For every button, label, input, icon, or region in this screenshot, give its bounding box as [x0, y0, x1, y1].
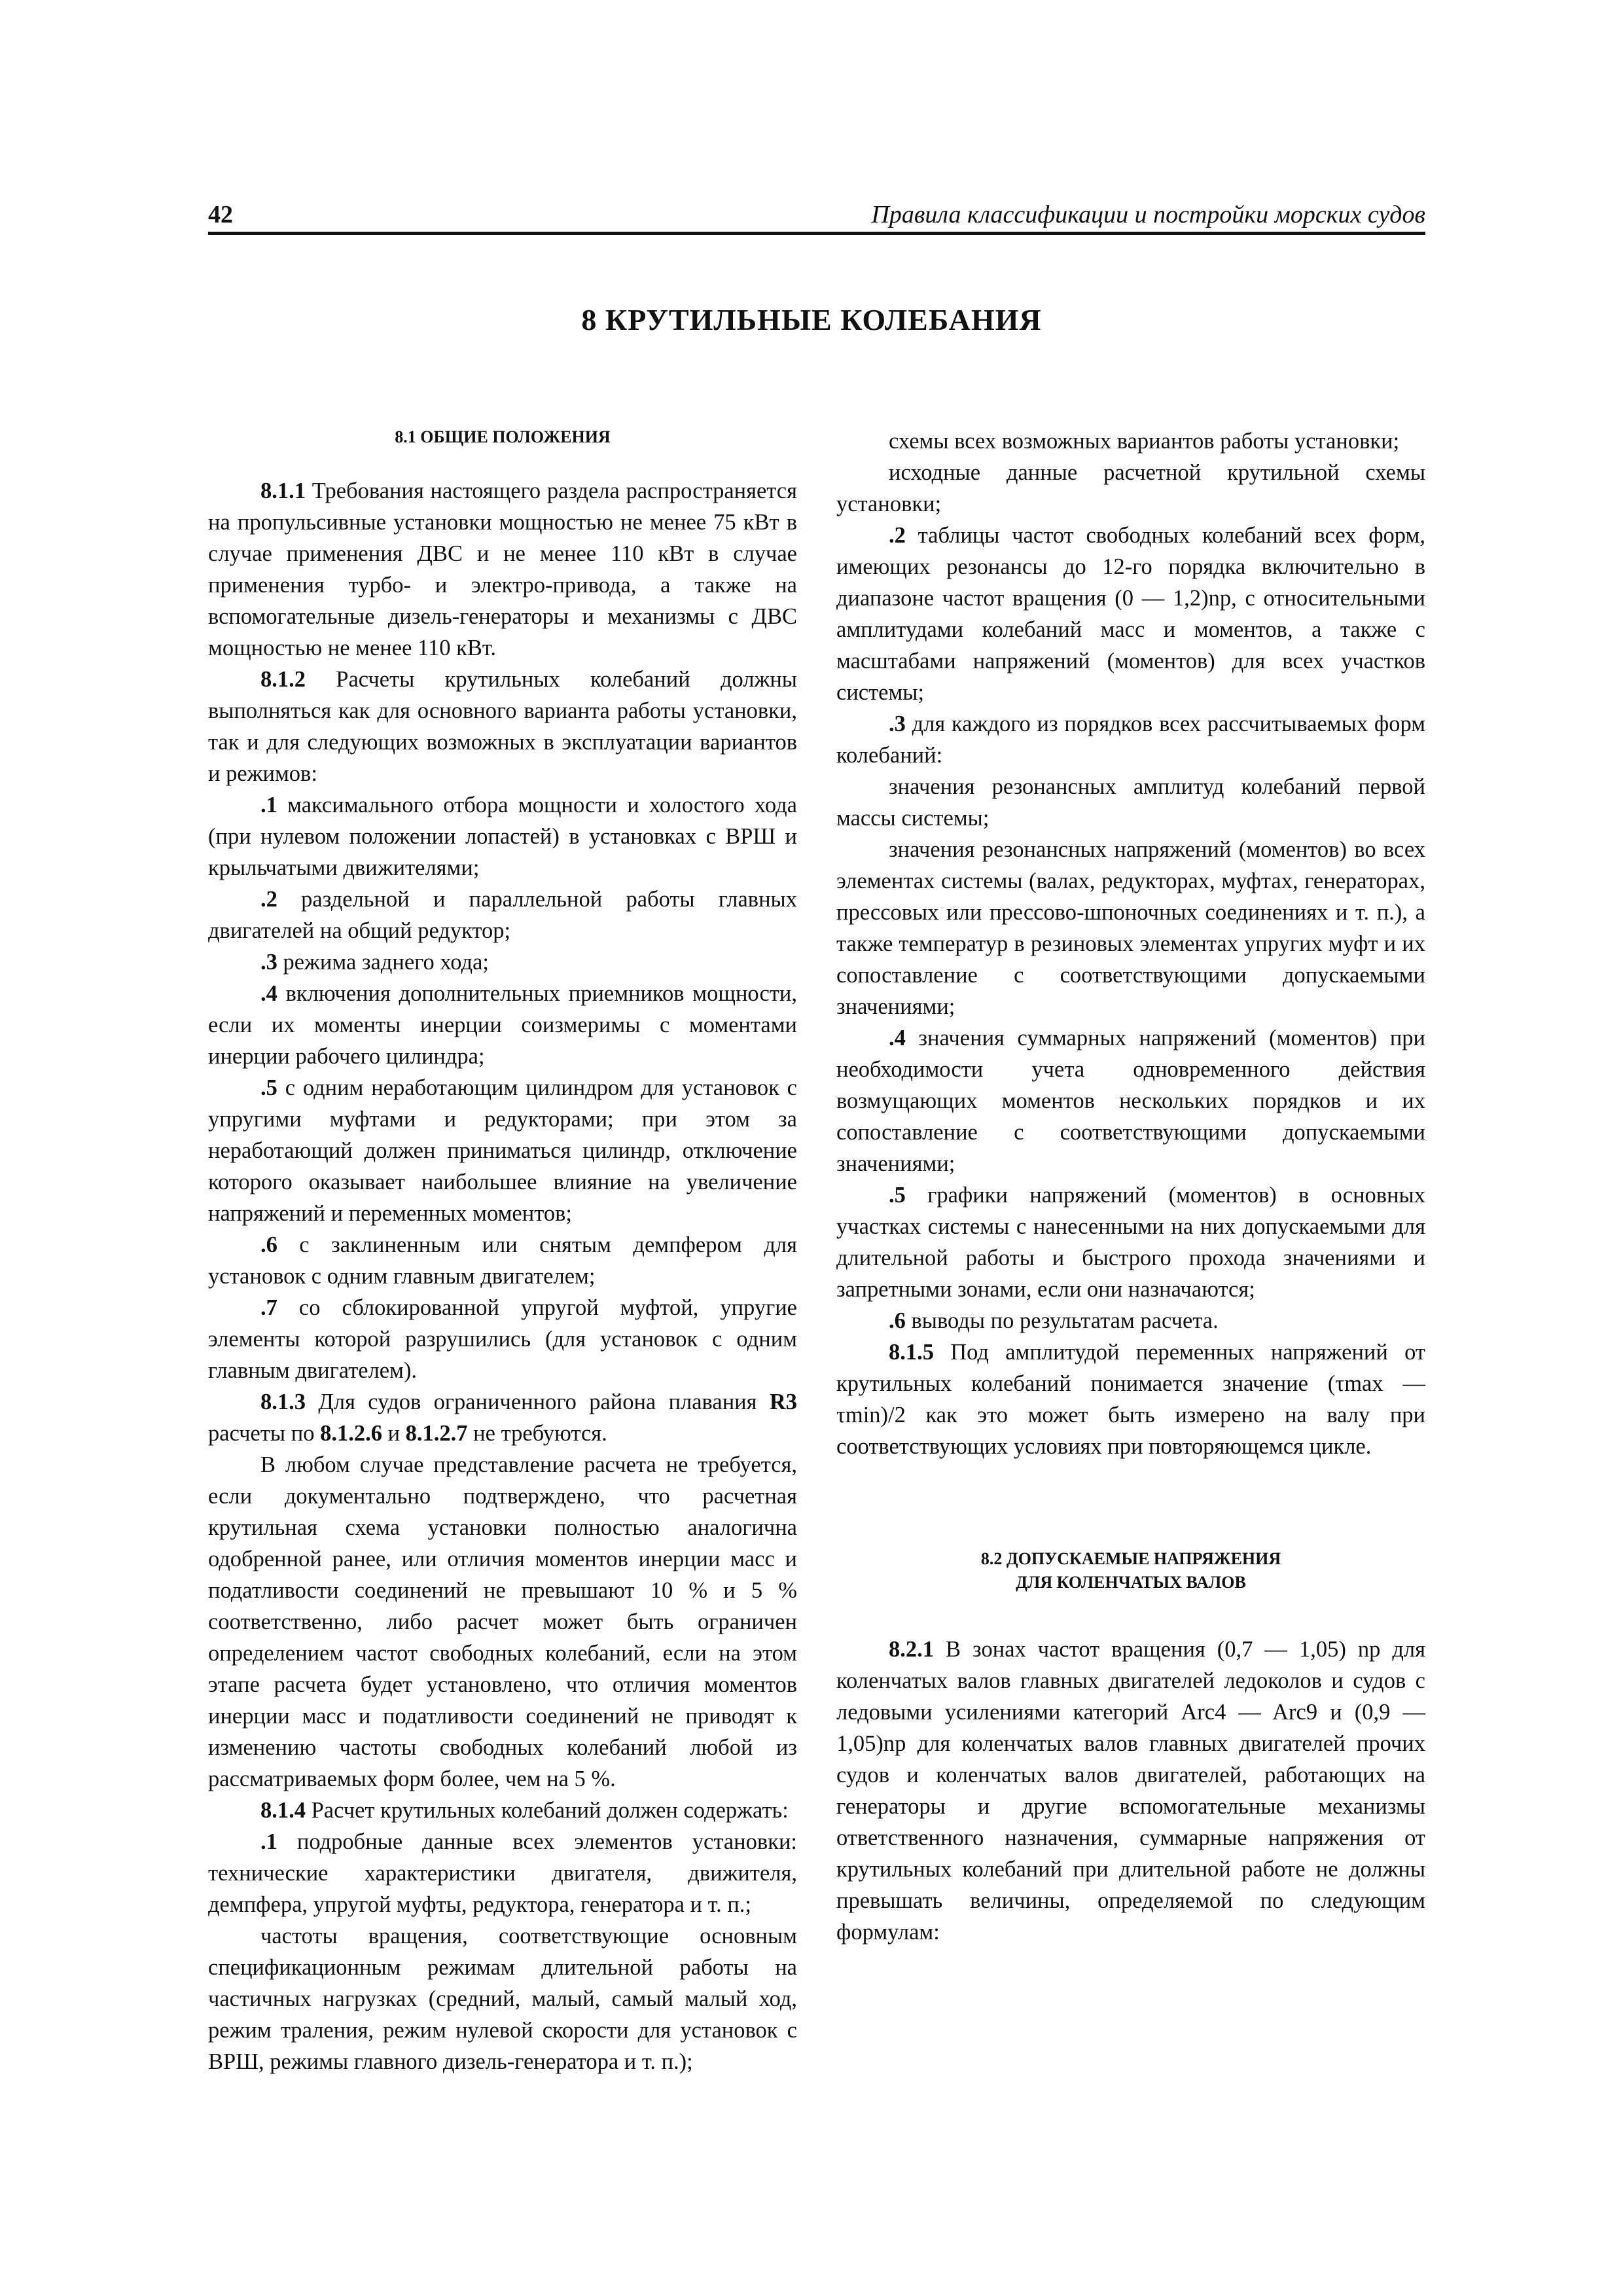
- section-heading-8-2: [836, 1547, 1425, 1594]
- list-item-continued: частоты вращения, соответствующие основным спецификационным режимам длительной работы на частичных нагрузках (средний, малый, самый малый ход, режим траления, режим нулевой скорости для установок с ВРШ, режимы главного дизель-генератора и т. п.);: [208, 1924, 797, 2074]
- list-item: .6 с заклиненным или снятым демпфером для установок с одним главным двигателем;: [208, 1232, 797, 1289]
- page-number: 42: [208, 201, 233, 228]
- running-title: Правила классификации и постройки морских судов: [871, 201, 1425, 228]
- paragraph-8-1-1: 8.1.1 Требования настоящего раздела распространяется на пропульсивные установки мощностью не менее 75 кВт в случае применения ДВС и не менее 110 кВт в случае применения турбо- и электро-привода, а также на вспомогательные дизель-генераторы и механизмы с ДВС мощностью не менее 110 кВт.: [208, 478, 797, 660]
- list-item: .3 режима заднего хода;: [260, 950, 489, 975]
- left-column: [208, 425, 797, 2077]
- list-item-continued: схемы всех возможных вариантов работы установки;: [889, 429, 1400, 454]
- section-heading-8-1: 8.1 ОБЩИЕ ПОЛОЖЕНИЯ: [395, 427, 611, 446]
- list-item: .6 выводы по результатам расчета.: [889, 1308, 1219, 1333]
- list-item: .2 таблицы частот свободных колебаний всех форм, имеющих резонансы до 12-го порядка включительно в диапазоне частот вращения (0 — 1,2)nр, с относительными амплитудами колебаний масс и моментов, а также с масштабами напряжений (моментов) для всех участков системы;: [836, 523, 1425, 705]
- paragraph-8-1-3: 8.1.3 Для судов ограниченного района плавания R3 расчеты по 8.1.2.6 и 8.1.2.7 не требуются.: [208, 1390, 797, 1446]
- section-heading-8-2-line2: ДЛЯ КОЛЕНЧАТЫХ ВАЛОВ: [1016, 1573, 1246, 1592]
- list-item: .5 графики напряжений (моментов) в основных участках системы с нанесенными на них допускаемыми для длительной работы и быстрого прохода значениями и запретными зонами, если они назначаются;: [836, 1183, 1425, 1302]
- list-item: .7 со сблокированной упругой муфтой, упругие элементы которой разрушились (для установок с одним главным двигателем).: [208, 1295, 797, 1383]
- chapter-title: 8 КРУТИЛЬНЫЕ КОЛЕБАНИЯ: [581, 303, 1042, 336]
- right-column: [836, 425, 1425, 1948]
- list-item: .4 включения дополнительных приемников мощности, если их моменты инерции соизмеримы с моментами инерции рабочего цилиндра;: [208, 981, 797, 1069]
- paragraph-8-1-2: 8.1.2 Расчеты крутильных колебаний должны выполняться как для основного варианта работы установки, так и для следующих возможных в эксплуатации вариантов и режимов:: [208, 667, 797, 786]
- paragraph-8-1-5: 8.1.5 Под амплитудой переменных напряжений от крутильных колебаний понимается значение (τmax — τmin)/2 как это может быть измерено на валу при соответствующих условиях при повторяющемся цикле.: [836, 1340, 1425, 1459]
- list-item: .1 максимального отбора мощности и холостого хода (при нулевом положении лопастей) в установках с ВРШ и крыльчатыми движителями;: [208, 793, 797, 880]
- list-item-continued: исходные данные расчетной крутильной схемы установки;: [836, 460, 1425, 516]
- list-item-continued: значения резонансных амплитуд колебаний первой массы системы;: [836, 774, 1425, 831]
- list-item: .3 для каждого из порядков всех рассчитываемых форм колебаний:: [836, 711, 1425, 768]
- list-item: .4 значения суммарных напряжений (моментов) при необходимости учета одновременного действия возмущающих моментов нескольких порядков и их сопоставление с соответствующими допускаемыми значениями;: [836, 1026, 1425, 1176]
- section-heading-8-2-line1: 8.2 ДОПУСКАЕМЫЕ НАПРЯЖЕНИЯ: [980, 1549, 1281, 1568]
- list-item: .2 раздельной и параллельной работы главных двигателей на общий редуктор;: [208, 887, 797, 943]
- paragraph-8-1-4: 8.1.4 Расчет крутильных колебаний должен содержать:: [260, 1798, 789, 1823]
- list-item-continued: значения резонансных напряжений (моментов) во всех элементах системы (валах, редукторах, муфтах, генераторах, прессовых или прессово-шпоночных соединениях и т. п.), а также температур в резиновых элементах упругих муфт и их сопоставление с соответствующими допускаемыми значениями;: [836, 837, 1425, 1019]
- list-item: .5 с одним неработающим цилиндром для установок с упругими муфтами и редукторами; при этом за неработающий должен приниматься цилиндр, отключение которого оказывает наибольшее влияние на увеличение напряжений и переменных моментов;: [208, 1075, 797, 1226]
- paragraph-8-1-3-continued: В любом случае представление расчета не требуется, если документально подтверждено, что расчетная крутильная схема установки полностью аналогична одобренной ранее, или отличия моментов инерции масс и податливости соединений не превышают 10 % и 5 % соответственно, либо расчет может быть ограничен определением частот свободных колебаний, если на этом этапе расчета будет установлено, что отличия моментов инерции масс и податливости соединений не приводят к изменению частоты свободных колебаний любой из рассматриваемых форм более, чем на 5 %.: [208, 1452, 797, 1791]
- list-item: .1 подробные данные всех элементов установки: технические характеристики двигателя, движителя, демпфера, упругой муфты, редуктора, генератора и т. п.;: [208, 1829, 797, 1917]
- paragraph-8-2-1: 8.2.1 В зонах частот вращения (0,7 — 1,05) nр для коленчатых валов главных двигателей ледоколов и судов с ледовыми усилениями категорий Arc4 — Arc9 и (0,9 — 1,05)nр для коленчатых валов главных двигателей прочих судов и коленчатых валов двигателей, работающих на генераторы и другие вспомогательные механизмы ответственного назначения, суммарные напряжения от крутильных колебаний при длительной работе не должны превышать величины, определяемой по следующим формулам:: [836, 1637, 1425, 1945]
- header-rule: [208, 232, 1425, 235]
